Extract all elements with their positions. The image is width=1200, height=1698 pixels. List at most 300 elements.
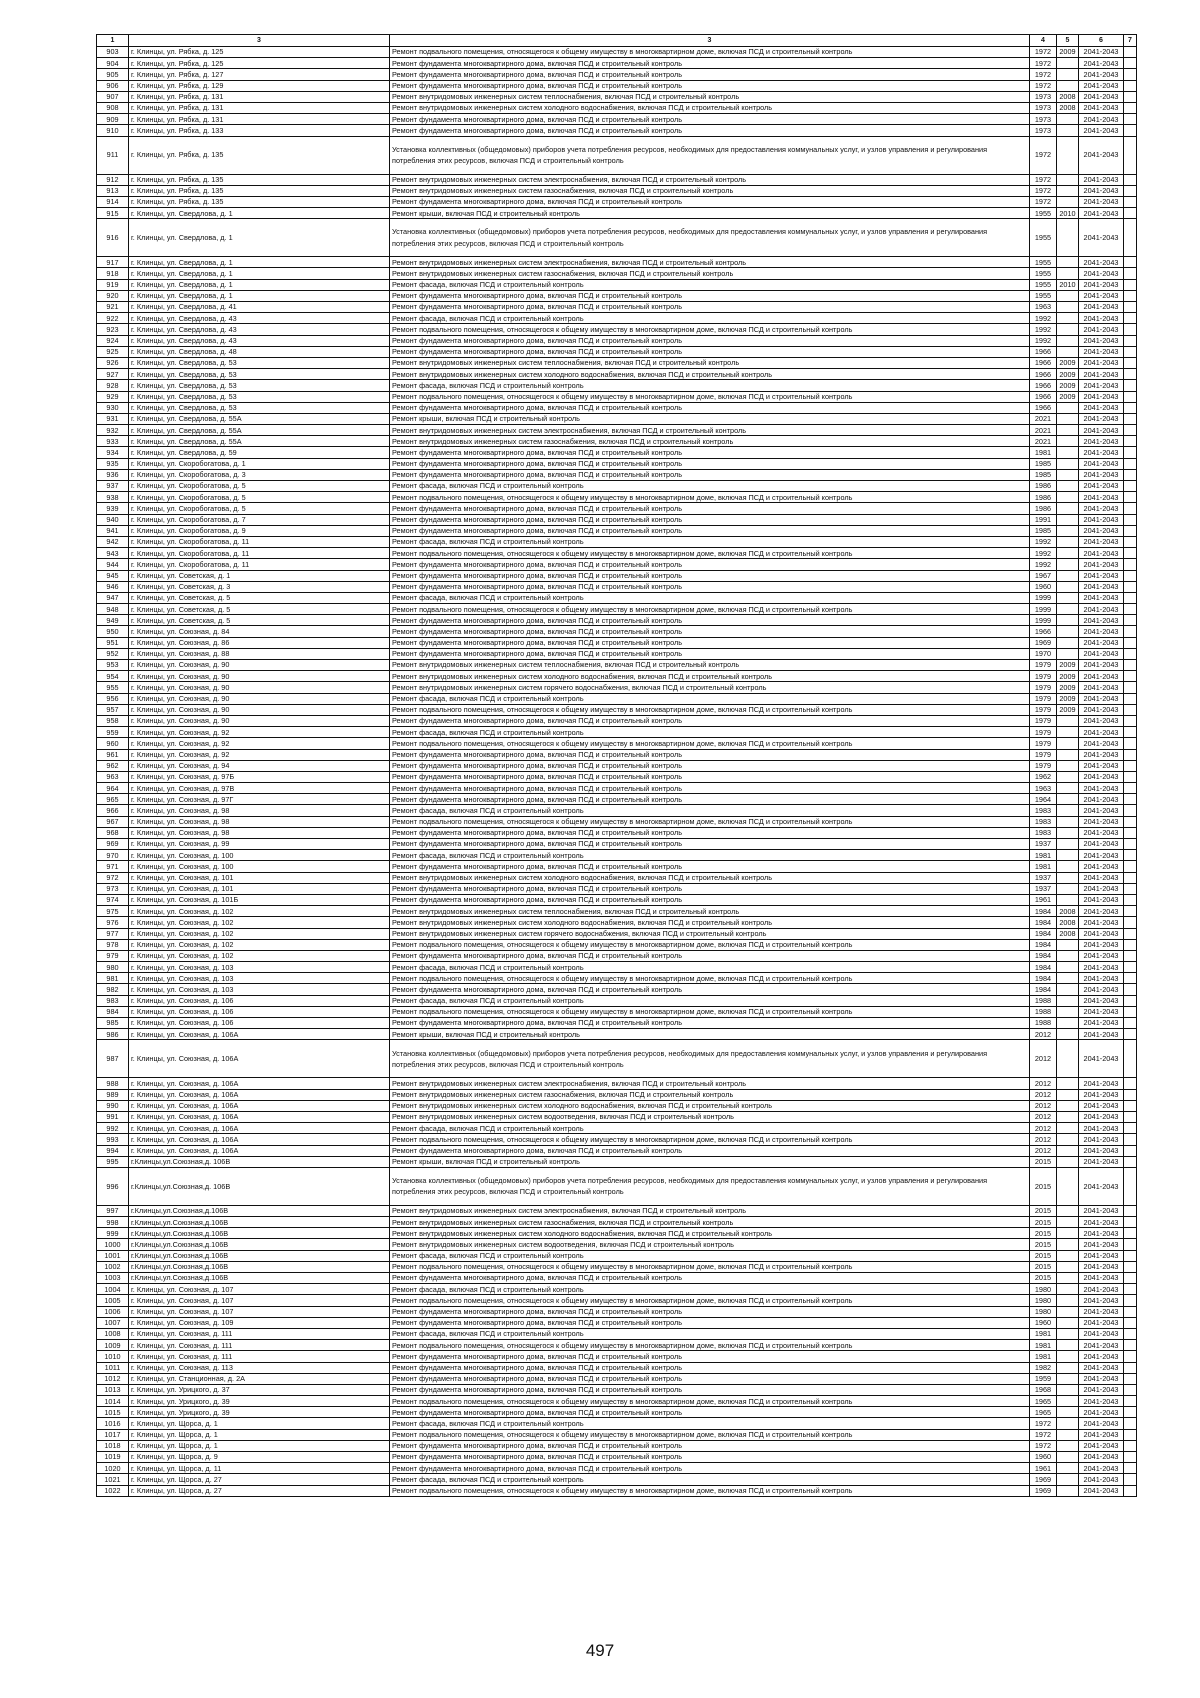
table-row <box>97 615 1137 626</box>
last-repair-year-cell <box>1057 503 1079 514</box>
table-row <box>97 324 1137 335</box>
work-description-cell: Ремонт фундамента многоквартирного дома, включая ПСД и строительный контроль <box>390 950 1030 961</box>
row-number: 907 <box>97 91 129 102</box>
work-description-cell: Ремонт внутридомовых инженерных систем теплоснабжения, включая ПСД и строительный контроль <box>390 660 1030 671</box>
work-description-cell: Ремонт внутридомовых инженерных систем холодного водоснабжения, включая ПСД и строительный контроль <box>390 872 1030 883</box>
table-row <box>97 928 1137 939</box>
note-cell <box>1124 447 1137 458</box>
planned-period-cell: 2041-2043 <box>1079 1040 1124 1078</box>
row-number: 962 <box>97 760 129 771</box>
row-number: 999 <box>97 1228 129 1239</box>
note-cell <box>1124 1328 1137 1339</box>
row-number: 967 <box>97 816 129 827</box>
note-cell <box>1124 1317 1137 1328</box>
row-number: 987 <box>97 1040 129 1078</box>
last-repair-year-cell <box>1057 1018 1079 1029</box>
table-row <box>97 715 1137 726</box>
work-description-cell: Ремонт фундамента многоквартирного дома, включая ПСД и строительный контроль <box>390 1373 1030 1384</box>
planned-period-cell: 2041-2043 <box>1079 335 1124 346</box>
document-page <box>96 34 1136 1497</box>
build-year-cell: 1979 <box>1030 749 1057 760</box>
row-number: 939 <box>97 503 129 514</box>
row-number: 979 <box>97 950 129 961</box>
work-description-cell: Ремонт фундамента многоквартирного дома, включая ПСД и строительный контроль <box>390 402 1030 413</box>
last-repair-year-cell: 2009 <box>1057 47 1079 58</box>
work-description-cell: Ремонт фасада, включая ПСД и строительный контроль <box>390 1284 1030 1295</box>
note-cell <box>1124 1111 1137 1122</box>
planned-period-cell: 2041-2043 <box>1079 1006 1124 1017</box>
address-cell: г. Клинцы, ул. Урицкого, д. 37 <box>129 1384 390 1395</box>
note-cell <box>1124 436 1137 447</box>
row-number: 945 <box>97 570 129 581</box>
row-number: 915 <box>97 208 129 219</box>
build-year-cell: 1937 <box>1030 872 1057 883</box>
build-year-cell: 1986 <box>1030 492 1057 503</box>
last-repair-year-cell <box>1057 447 1079 458</box>
table-row <box>97 861 1137 872</box>
table-row <box>97 1078 1137 1089</box>
row-number: 966 <box>97 805 129 816</box>
table-row <box>97 102 1137 113</box>
planned-period-cell: 2041-2043 <box>1079 1351 1124 1362</box>
table-row <box>97 469 1137 480</box>
work-description-cell: Ремонт фундамента многоквартирного дома, включая ПСД и строительный контроль <box>390 69 1030 80</box>
address-cell: г. Клинцы, ул. Союзная, д. 92 <box>129 727 390 738</box>
build-year-cell: 1970 <box>1030 648 1057 659</box>
col-header-address: 3 <box>129 35 390 47</box>
planned-period-cell: 2041-2043 <box>1079 928 1124 939</box>
planned-period-cell: 2041-2043 <box>1079 1156 1124 1167</box>
table-row <box>97 1134 1137 1145</box>
planned-period-cell: 2041-2043 <box>1079 69 1124 80</box>
planned-period-cell: 2041-2043 <box>1079 548 1124 559</box>
row-number: 929 <box>97 391 129 402</box>
note-cell <box>1124 257 1137 268</box>
build-year-cell: 1966 <box>1030 626 1057 637</box>
row-number: 1002 <box>97 1261 129 1272</box>
last-repair-year-cell <box>1057 715 1079 726</box>
last-repair-year-cell <box>1057 592 1079 603</box>
work-description-cell: Ремонт внутридомовых инженерных систем теплоснабжения, включая ПСД и строительный контроль <box>390 91 1030 102</box>
build-year-cell: 1979 <box>1030 760 1057 771</box>
work-description-cell: Ремонт фасада, включая ПСД и строительный контроль <box>390 279 1030 290</box>
planned-period-cell: 2041-2043 <box>1079 80 1124 91</box>
note-cell <box>1124 1373 1137 1384</box>
note-cell <box>1124 1474 1137 1485</box>
build-year-cell: 2015 <box>1030 1273 1057 1284</box>
last-repair-year-cell <box>1057 335 1079 346</box>
build-year-cell: 1981 <box>1030 447 1057 458</box>
row-number: 1006 <box>97 1306 129 1317</box>
build-year-cell: 1992 <box>1030 324 1057 335</box>
note-cell <box>1124 906 1137 917</box>
work-description-cell: Установка коллективных (общедомовых) приборов учета потребления ресурсов, необходимых для предоставления коммунальных услуг, и узлов управления и регулирования потребления этих ресурсов, включая ПСД и строительный контроль <box>390 219 1030 257</box>
row-number: 963 <box>97 771 129 782</box>
address-cell: г. Клинцы, ул. Союзная, д. 107 <box>129 1306 390 1317</box>
last-repair-year-cell <box>1057 514 1079 525</box>
note-cell <box>1124 995 1137 1006</box>
build-year-cell: 1983 <box>1030 827 1057 838</box>
build-year-cell: 1961 <box>1030 1463 1057 1474</box>
work-description-cell: Ремонт фундамента многоквартирного дома, включая ПСД и строительный контроль <box>390 648 1030 659</box>
address-cell: г. Клинцы, ул. Рябка, д. 125 <box>129 47 390 58</box>
note-cell <box>1124 1261 1137 1272</box>
note-cell <box>1124 973 1137 984</box>
row-number: 909 <box>97 114 129 125</box>
table-row <box>97 1018 1137 1029</box>
planned-period-cell: 2041-2043 <box>1079 125 1124 136</box>
row-number: 983 <box>97 995 129 1006</box>
build-year-cell: 1981 <box>1030 1340 1057 1351</box>
address-cell: г. Клинцы, ул. Щорса, д. 27 <box>129 1485 390 1496</box>
last-repair-year-cell <box>1057 469 1079 480</box>
address-cell: г. Клинцы, ул. Урицкого, д. 39 <box>129 1407 390 1418</box>
last-repair-year-cell <box>1057 525 1079 536</box>
last-repair-year-cell <box>1057 1284 1079 1295</box>
row-number: 1017 <box>97 1429 129 1440</box>
last-repair-year-cell <box>1057 1295 1079 1306</box>
row-number: 982 <box>97 984 129 995</box>
note-cell <box>1124 1440 1137 1451</box>
planned-period-cell: 2041-2043 <box>1079 872 1124 883</box>
work-description-cell: Ремонт подвального помещения, относящегося к общему имуществу в многоквартирном доме, включая ПСД и строительный контроль <box>390 47 1030 58</box>
row-number: 1005 <box>97 1295 129 1306</box>
last-repair-year-cell <box>1057 962 1079 973</box>
address-cell: г. Клинцы, ул. Свердлова, д. 53 <box>129 380 390 391</box>
table-row <box>97 1100 1137 1111</box>
build-year-cell: 1965 <box>1030 1396 1057 1407</box>
planned-period-cell: 2041-2043 <box>1079 973 1124 984</box>
last-repair-year-cell <box>1057 324 1079 335</box>
address-cell: г. Клинцы, ул. Союзная, д. 101 <box>129 872 390 883</box>
note-cell <box>1124 1029 1137 1040</box>
table-row <box>97 637 1137 648</box>
row-number: 925 <box>97 346 129 357</box>
planned-period-cell: 2041-2043 <box>1079 290 1124 301</box>
last-repair-year-cell <box>1057 136 1079 174</box>
planned-period-cell: 2041-2043 <box>1079 114 1124 125</box>
table-row <box>97 125 1137 136</box>
note-cell <box>1124 771 1137 782</box>
table-row <box>97 1040 1137 1078</box>
build-year-cell: 1981 <box>1030 861 1057 872</box>
last-repair-year-cell <box>1057 1452 1079 1463</box>
table-row <box>97 1006 1137 1017</box>
note-cell <box>1124 1485 1137 1496</box>
planned-period-cell: 2041-2043 <box>1079 850 1124 861</box>
build-year-cell: 1972 <box>1030 47 1057 58</box>
row-number: 942 <box>97 536 129 547</box>
build-year-cell: 1979 <box>1030 693 1057 704</box>
last-repair-year-cell: 2010 <box>1057 208 1079 219</box>
note-cell <box>1124 1295 1137 1306</box>
work-description-cell: Ремонт фасада, включая ПСД и строительный контроль <box>390 1418 1030 1429</box>
note-cell <box>1124 660 1137 671</box>
build-year-cell: 1969 <box>1030 1485 1057 1496</box>
work-description-cell: Ремонт подвального помещения, относящегося к общему имуществу в многоквартирном доме, включая ПСД и строительный контроль <box>390 604 1030 615</box>
table-row <box>97 727 1137 738</box>
address-cell: г. Клинцы, ул. Союзная, д. 92 <box>129 749 390 760</box>
planned-period-cell: 2041-2043 <box>1079 693 1124 704</box>
table-row <box>97 1156 1137 1167</box>
table-row <box>97 604 1137 615</box>
planned-period-cell: 2041-2043 <box>1079 906 1124 917</box>
build-year-cell: 1972 <box>1030 1418 1057 1429</box>
work-description-cell: Ремонт внутридомовых инженерных систем электроснабжения, включая ПСД и строительный контроль <box>390 257 1030 268</box>
planned-period-cell: 2041-2043 <box>1079 592 1124 603</box>
last-repair-year-cell: 2009 <box>1057 660 1079 671</box>
build-year-cell: 2015 <box>1030 1217 1057 1228</box>
table-row <box>97 268 1137 279</box>
row-number: 1012 <box>97 1373 129 1384</box>
table-row <box>97 581 1137 592</box>
note-cell <box>1124 346 1137 357</box>
note-cell <box>1124 114 1137 125</box>
row-number: 961 <box>97 749 129 760</box>
note-cell <box>1124 469 1137 480</box>
address-cell: г. Клинцы, ул. Свердлова, д. 1 <box>129 219 390 257</box>
address-cell: г. Клинцы, ул. Союзная, д. 106А <box>129 1078 390 1089</box>
last-repair-year-cell <box>1057 1317 1079 1328</box>
work-description-cell: Ремонт фундамента многоквартирного дома, включая ПСД и строительный контроль <box>390 1463 1030 1474</box>
planned-period-cell: 2041-2043 <box>1079 570 1124 581</box>
work-description-cell: Ремонт фасада, включая ПСД и строительный контроль <box>390 1250 1030 1261</box>
row-number: 928 <box>97 380 129 391</box>
work-description-cell: Ремонт внутридомовых инженерных систем холодного водоснабжения, включая ПСД и строительный контроль <box>390 917 1030 928</box>
table-row <box>97 380 1137 391</box>
table-row <box>97 279 1137 290</box>
planned-period-cell: 2041-2043 <box>1079 894 1124 905</box>
planned-period-cell: 2041-2043 <box>1079 357 1124 368</box>
work-description-cell: Ремонт фундамента многоквартирного дома, включая ПСД и строительный контроль <box>390 1018 1030 1029</box>
address-cell: г. Клинцы, ул. Свердлова, д. 53 <box>129 357 390 368</box>
table-row <box>97 1485 1137 1496</box>
last-repair-year-cell <box>1057 114 1079 125</box>
planned-period-cell: 2041-2043 <box>1079 1239 1124 1250</box>
work-description-cell: Ремонт фундамента многоквартирного дома, включая ПСД и строительный контроль <box>390 839 1030 850</box>
row-number: 994 <box>97 1145 129 1156</box>
build-year-cell: 2021 <box>1030 436 1057 447</box>
build-year-cell: 2012 <box>1030 1123 1057 1134</box>
work-description-cell: Ремонт фундамента многоквартирного дома, включая ПСД и строительный контроль <box>390 335 1030 346</box>
table-row <box>97 626 1137 637</box>
address-cell: г. Клинцы, ул. Скоробогатова, д. 9 <box>129 525 390 536</box>
row-number: 918 <box>97 268 129 279</box>
work-description-cell: Ремонт фундамента многоквартирного дома, включая ПСД и строительный контроль <box>390 570 1030 581</box>
note-cell <box>1124 185 1137 196</box>
build-year-cell: 1966 <box>1030 346 1057 357</box>
planned-period-cell: 2041-2043 <box>1079 458 1124 469</box>
work-description-cell: Ремонт подвального помещения, относящегося к общему имуществу в многоквартирном доме, включая ПСД и строительный контроль <box>390 1295 1030 1306</box>
note-cell <box>1124 738 1137 749</box>
address-cell: г. Клинцы, ул. Скоробогатова, д. 5 <box>129 492 390 503</box>
build-year-cell: 1981 <box>1030 1328 1057 1339</box>
row-number: 969 <box>97 839 129 850</box>
build-year-cell: 2012 <box>1030 1029 1057 1040</box>
build-year-cell: 1972 <box>1030 1429 1057 1440</box>
planned-period-cell: 2041-2043 <box>1079 637 1124 648</box>
last-repair-year-cell <box>1057 1040 1079 1078</box>
work-description-cell: Ремонт крыши, включая ПСД и строительный контроль <box>390 413 1030 424</box>
note-cell <box>1124 47 1137 58</box>
work-description-cell: Ремонт фундамента многоквартирного дома, включая ПСД и строительный контроль <box>390 58 1030 69</box>
table-row <box>97 391 1137 402</box>
planned-period-cell: 2041-2043 <box>1079 436 1124 447</box>
build-year-cell: 1979 <box>1030 727 1057 738</box>
table-row <box>97 1418 1137 1429</box>
work-description-cell: Ремонт фундамента многоквартирного дома, включая ПСД и строительный контроль <box>390 469 1030 480</box>
planned-period-cell: 2041-2043 <box>1079 771 1124 782</box>
note-cell <box>1124 984 1137 995</box>
note-cell <box>1124 1239 1137 1250</box>
planned-period-cell: 2041-2043 <box>1079 1273 1124 1284</box>
address-cell: г. Клинцы, ул. Свердлова, д. 43 <box>129 313 390 324</box>
last-repair-year-cell: 2009 <box>1057 380 1079 391</box>
last-repair-year-cell <box>1057 805 1079 816</box>
address-cell: г. Клинцы, ул. Союзная, д. 92 <box>129 738 390 749</box>
last-repair-year-cell: 2009 <box>1057 369 1079 380</box>
work-description-cell: Ремонт фундамента многоквартирного дома, включая ПСД и строительный контроль <box>390 1407 1030 1418</box>
planned-period-cell: 2041-2043 <box>1079 1418 1124 1429</box>
work-description-cell: Ремонт подвального помещения, относящегося к общему имуществу в многоквартирном доме, включая ПСД и строительный контроль <box>390 816 1030 827</box>
build-year-cell: 2015 <box>1030 1205 1057 1216</box>
row-number: 904 <box>97 58 129 69</box>
work-description-cell: Ремонт фундамента многоквартирного дома, включая ПСД и строительный контроль <box>390 749 1030 760</box>
row-number: 948 <box>97 604 129 615</box>
address-cell: г. Клинцы, ул. Союзная, д. 111 <box>129 1340 390 1351</box>
note-cell <box>1124 1396 1137 1407</box>
build-year-cell: 1983 <box>1030 816 1057 827</box>
planned-period-cell: 2041-2043 <box>1079 604 1124 615</box>
row-number: 951 <box>97 637 129 648</box>
last-repair-year-cell <box>1057 559 1079 570</box>
last-repair-year-cell <box>1057 1111 1079 1122</box>
build-year-cell: 1981 <box>1030 850 1057 861</box>
planned-period-cell: 2041-2043 <box>1079 1463 1124 1474</box>
planned-period-cell: 2041-2043 <box>1079 1340 1124 1351</box>
table-row <box>97 1228 1137 1239</box>
address-cell: г. Клинцы, ул. Союзная, д. 98 <box>129 805 390 816</box>
row-number: 988 <box>97 1078 129 1089</box>
last-repair-year-cell <box>1057 313 1079 324</box>
last-repair-year-cell <box>1057 80 1079 91</box>
last-repair-year-cell: 2009 <box>1057 671 1079 682</box>
table-row <box>97 436 1137 447</box>
row-number: 1009 <box>97 1340 129 1351</box>
work-description-cell: Ремонт фасада, включая ПСД и строительный контроль <box>390 1474 1030 1485</box>
row-number: 995 <box>97 1156 129 1167</box>
planned-period-cell: 2041-2043 <box>1079 1429 1124 1440</box>
note-cell <box>1124 648 1137 659</box>
table-row <box>97 1284 1137 1295</box>
work-description-cell: Ремонт подвального помещения, относящегося к общему имуществу в многоквартирном доме, включая ПСД и строительный контроль <box>390 939 1030 950</box>
note-cell <box>1124 615 1137 626</box>
note-cell <box>1124 872 1137 883</box>
address-cell: г. Клинцы, ул. Союзная, д. 94 <box>129 760 390 771</box>
planned-period-cell: 2041-2043 <box>1079 648 1124 659</box>
table-row <box>97 1239 1137 1250</box>
note-cell <box>1124 536 1137 547</box>
address-cell: г. Клинцы, ул. Союзная, д. 106 <box>129 1018 390 1029</box>
last-repair-year-cell <box>1057 1089 1079 1100</box>
row-number: 1007 <box>97 1317 129 1328</box>
last-repair-year-cell: 2009 <box>1057 682 1079 693</box>
note-cell <box>1124 570 1137 581</box>
last-repair-year-cell: 2009 <box>1057 391 1079 402</box>
row-number: 952 <box>97 648 129 659</box>
build-year-cell: 1982 <box>1030 1362 1057 1373</box>
planned-period-cell: 2041-2043 <box>1079 503 1124 514</box>
work-description-cell: Ремонт внутридомовых инженерных систем холодного водоснабжения, включая ПСД и строительный контроль <box>390 102 1030 113</box>
table-row <box>97 1407 1137 1418</box>
table-row <box>97 962 1137 973</box>
address-cell: г. Клинцы, ул. Союзная, д. 90 <box>129 704 390 715</box>
address-cell: г. Клинцы, ул. Советская, д. 5 <box>129 604 390 615</box>
table-row <box>97 1273 1137 1284</box>
table-row <box>97 693 1137 704</box>
row-number: 980 <box>97 962 129 973</box>
build-year-cell: 1988 <box>1030 1006 1057 1017</box>
last-repair-year-cell <box>1057 346 1079 357</box>
table-row <box>97 1340 1137 1351</box>
note-cell <box>1124 136 1137 174</box>
table-row <box>97 1362 1137 1373</box>
work-description-cell: Ремонт фундамента многоквартирного дома, включая ПСД и строительный контроль <box>390 80 1030 91</box>
address-cell: г. Клинцы, ул. Рябка, д. 131 <box>129 102 390 113</box>
build-year-cell: 2015 <box>1030 1261 1057 1272</box>
planned-period-cell: 2041-2043 <box>1079 827 1124 838</box>
address-cell: г. Клинцы, ул. Свердлова, д. 43 <box>129 324 390 335</box>
last-repair-year-cell <box>1057 1006 1079 1017</box>
note-cell <box>1124 481 1137 492</box>
last-repair-year-cell <box>1057 615 1079 626</box>
repair-schedule-table <box>96 34 1137 1497</box>
work-description-cell: Ремонт фундамента многоквартирного дома, включая ПСД и строительный контроль <box>390 447 1030 458</box>
build-year-cell: 1961 <box>1030 894 1057 905</box>
last-repair-year-cell <box>1057 1228 1079 1239</box>
row-number: 949 <box>97 615 129 626</box>
last-repair-year-cell <box>1057 425 1079 436</box>
build-year-cell: 1984 <box>1030 973 1057 984</box>
address-cell: г. Клинцы, ул. Союзная, д. 113 <box>129 1362 390 1373</box>
last-repair-year-cell <box>1057 458 1079 469</box>
note-cell <box>1124 1156 1137 1167</box>
build-year-cell: 1988 <box>1030 1018 1057 1029</box>
row-number: 976 <box>97 917 129 928</box>
table-row <box>97 827 1137 838</box>
work-description-cell: Ремонт подвального помещения, относящегося к общему имуществу в многоквартирном доме, включая ПСД и строительный контроль <box>390 1340 1030 1351</box>
table-row <box>97 185 1137 196</box>
build-year-cell: 1960 <box>1030 581 1057 592</box>
address-cell: г. Клинцы, ул. Свердлова, д. 1 <box>129 290 390 301</box>
note-cell <box>1124 58 1137 69</box>
note-cell <box>1124 783 1137 794</box>
last-repair-year-cell <box>1057 648 1079 659</box>
note-cell <box>1124 850 1137 861</box>
note-cell <box>1124 380 1137 391</box>
note-cell <box>1124 91 1137 102</box>
work-description-cell: Ремонт фундамента многоквартирного дома, включая ПСД и строительный контроль <box>390 1145 1030 1156</box>
row-number: 934 <box>97 447 129 458</box>
address-cell: г. Клинцы, ул. Союзная, д. 106А <box>129 1100 390 1111</box>
work-description-cell: Ремонт крыши, включая ПСД и строительный контроль <box>390 208 1030 219</box>
table-row <box>97 1205 1137 1216</box>
last-repair-year-cell <box>1057 196 1079 207</box>
table-row <box>97 1351 1137 1362</box>
address-cell: г.Клинцы,ул.Союзная,д. 106В <box>129 1167 390 1205</box>
work-description-cell: Ремонт подвального помещения, относящегося к общему имуществу в многоквартирном доме, включая ПСД и строительный контроль <box>390 492 1030 503</box>
note-cell <box>1124 727 1137 738</box>
